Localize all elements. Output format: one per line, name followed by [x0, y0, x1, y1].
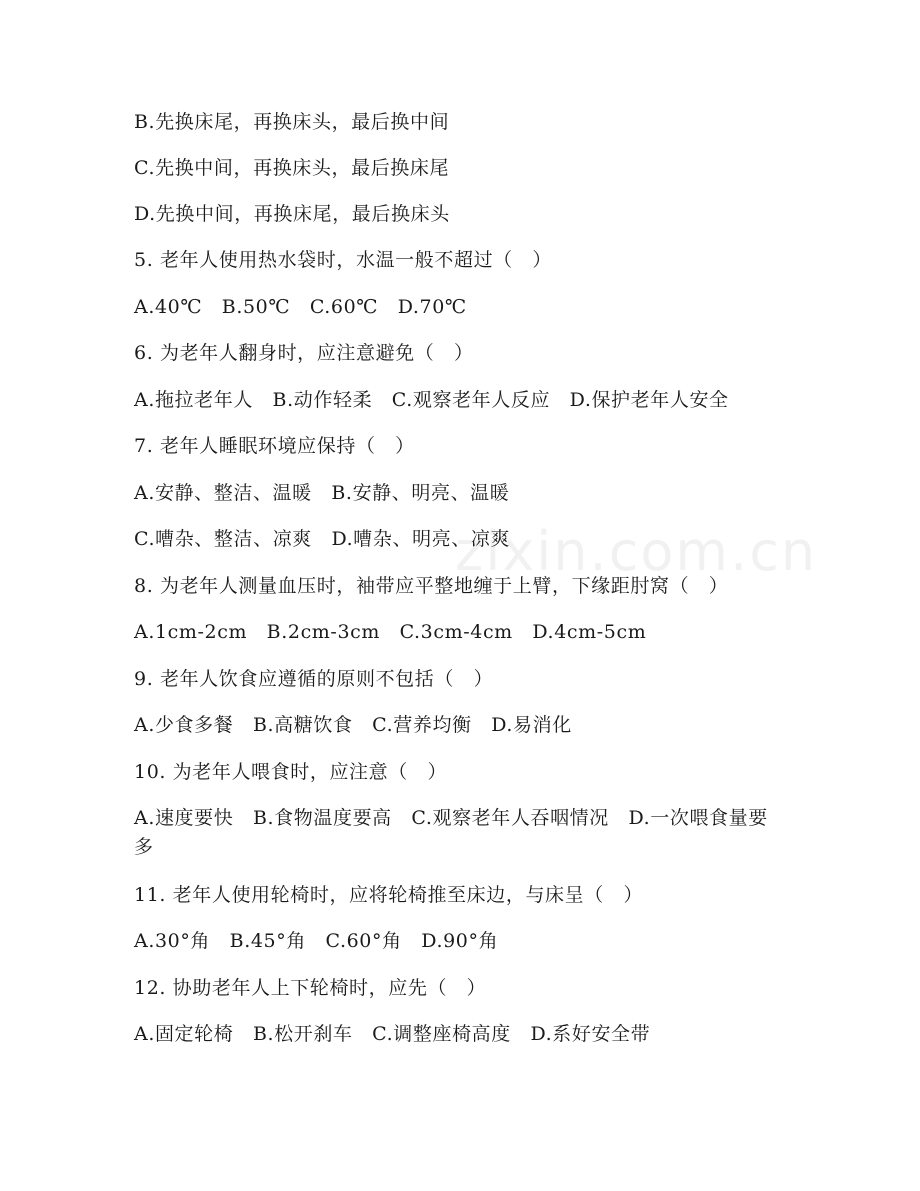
option-line: C.先换中间，再换床头，最后换床尾 [134, 157, 450, 179]
option-line: A.安静、整洁、温暖 B.安静、明亮、温暖 [134, 482, 510, 504]
option-line: A.少食多餐 B.高糖饮食 C.营养均衡 D.易消化 [134, 714, 572, 736]
option-line: A.拖拉老年人 B.动作轻柔 C.观察老年人反应 D.保护老年人安全 [134, 389, 729, 411]
option-line: A.30°角 B.45°角 C.60°角 D.90°角 [134, 930, 499, 952]
option-line: A.40℃ B.50℃ C.60℃ D.70℃ [134, 296, 467, 318]
question-line: 6. 为老年人翻身时，应注意避免（ ） [134, 342, 474, 364]
option-line: A.速度要快 B.食物温度要高 C.观察老年人吞咽情况 D.一次喂食量要多 [134, 807, 768, 858]
question-line: 11. 老年人使用轮椅时，应将轮椅推至床边，与床呈（ ） [134, 884, 644, 906]
question-line: 10. 为老年人喂食时，应注意（ ） [134, 761, 448, 783]
option-line: B.先换床尾，再换床头，最后换中间 [134, 111, 450, 133]
question-line: 5. 老年人使用热水袋时，水温一般不超过（ ） [134, 249, 552, 271]
option-line: A.1cm-2cm B.2cm-3cm C.3cm-4cm D.4cm-5cm [134, 621, 647, 643]
option-line: D.先换中间，再换床尾，最后换床头 [134, 203, 450, 225]
question-line: 12. 协助老年人上下轮椅时，应先（ ） [134, 977, 487, 999]
watermark: zixin.com.cn [455, 520, 818, 583]
option-line: C.嘈杂、整洁、凉爽 D.嘈杂、明亮、凉爽 [134, 528, 511, 550]
question-line: 9. 老年人饮食应遵循的原则不包括（ ） [134, 668, 494, 690]
question-line: 8. 为老年人测量血压时，袖带应平整地缠于上臂，下缘距肘窝（ ） [134, 575, 729, 597]
question-line: 7. 老年人睡眠环境应保持（ ） [134, 435, 415, 457]
option-line: A.固定轮椅 B.松开刹车 C.调整座椅高度 D.系好安全带 [134, 1023, 651, 1045]
